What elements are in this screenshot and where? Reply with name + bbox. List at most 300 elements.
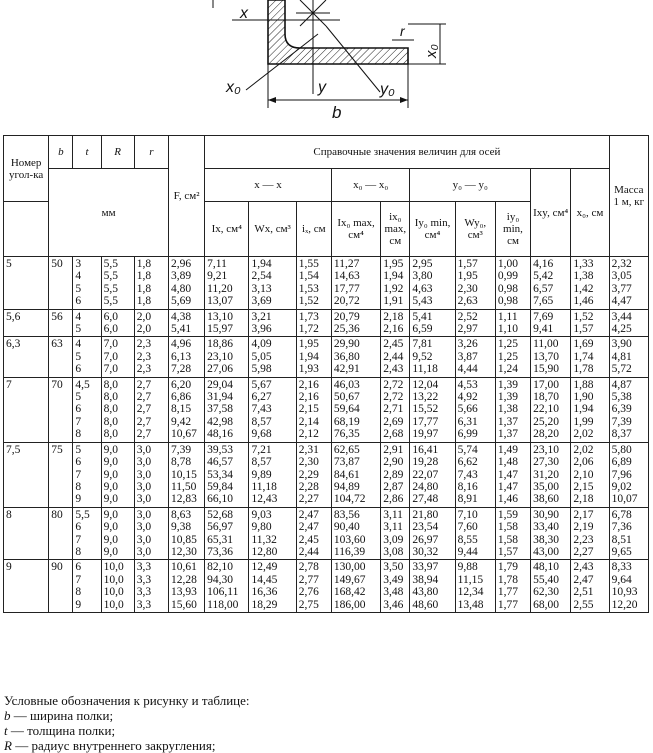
cell-value: 38,60	[533, 493, 559, 506]
cell-ix0	[381, 309, 410, 337]
cell-value: 7,69	[533, 310, 554, 323]
cell-value: 1,42	[573, 282, 594, 295]
cell-value: 5,98	[251, 363, 272, 376]
cell-value: 2,19	[573, 521, 594, 534]
cell-value: 7,11	[207, 258, 227, 270]
cell-value: 3,0	[136, 545, 152, 558]
cell-value: 1,57	[573, 323, 594, 336]
cell-value: 3,49	[383, 573, 404, 586]
cell-value: 53,34	[207, 468, 234, 481]
cell-value: 2,54	[251, 270, 272, 283]
cell-t	[73, 309, 101, 337]
cell-mass	[609, 442, 648, 507]
cell-wy0	[455, 377, 495, 442]
cell-value: 10,93	[611, 586, 638, 599]
cell-value: 83,56	[333, 508, 360, 521]
cell-value: 10,0	[103, 598, 124, 611]
cell-value: 1,57	[457, 258, 478, 270]
cell-value: 31,94	[207, 391, 234, 404]
cell-value: 17,00	[533, 378, 559, 391]
cell-value: 3,21	[251, 310, 272, 323]
cell-value: 7,28	[170, 363, 192, 376]
cell-value: 2,76	[298, 586, 319, 599]
cell-value: 3,96	[251, 323, 272, 336]
cell-value: 4,47	[611, 295, 632, 308]
cell-f	[168, 337, 204, 377]
cell-value: 1,54	[298, 270, 319, 283]
cell-value: 25,36	[333, 323, 360, 336]
cell-t	[73, 377, 101, 442]
cell-value: 9,03	[251, 508, 272, 521]
cell-value: 29,04	[207, 378, 234, 391]
cell-value: 43,00	[533, 545, 559, 558]
cell-value: 26,97	[412, 533, 439, 546]
cell-value: 8,55	[457, 533, 478, 546]
cell-value: 9,0	[103, 545, 118, 558]
cell-ixy	[531, 560, 571, 613]
cell-wx	[249, 337, 296, 377]
cell-value: 9,41	[533, 323, 554, 336]
cell-value: 6	[75, 456, 82, 469]
cell-value: 4,80	[170, 282, 192, 295]
cell-value: 9,44	[457, 545, 478, 558]
cell-value: 1,39	[497, 391, 519, 404]
cell-value: 4,09	[251, 338, 272, 351]
cell-wx	[249, 257, 296, 310]
cell-value: 0,98	[497, 282, 519, 295]
cell-iy0	[495, 377, 530, 442]
cell-ix0	[331, 309, 380, 337]
cell-ix	[296, 507, 331, 560]
cell-ix	[205, 507, 249, 560]
cell-value: 2,43	[573, 561, 594, 574]
cell-value: 3,26	[457, 338, 478, 351]
cell-value: 4	[75, 338, 82, 351]
cell-x0	[571, 309, 609, 337]
cell-b: 70	[49, 377, 73, 442]
note-R: R — радиус внутреннего закругления;	[4, 738, 216, 753]
cell-value: 7	[75, 468, 82, 481]
header-mm: мм	[49, 169, 169, 257]
cell-value: 43,80	[412, 586, 439, 599]
cell-value: 2,18	[573, 493, 594, 506]
notes-title: Условные обозначения к рисунку и таблице:	[4, 693, 250, 708]
cell-value: 19,28	[412, 456, 439, 469]
cell-value: 3,50	[383, 561, 404, 574]
cell-value: 12,83	[170, 493, 197, 506]
cell-value: 5,5	[75, 508, 90, 521]
cell-value: 118,00	[207, 598, 239, 611]
cell-value: 11,18	[412, 363, 438, 376]
cell-iy0	[410, 507, 455, 560]
cell-value: 1,25	[497, 350, 519, 363]
legend-notes	[4, 693, 649, 753]
cell-value: 1,52	[298, 295, 319, 308]
cell-value: 2,17	[573, 508, 594, 521]
cell-value: 1,52	[573, 310, 594, 323]
cell-value: 94,89	[333, 480, 360, 493]
cell-value: 2,72	[383, 391, 404, 404]
cell-value: 12,34	[457, 586, 484, 599]
cell-value: 36,80	[333, 350, 360, 363]
cell-iy0	[410, 442, 455, 507]
cell-value: 13,93	[170, 586, 197, 599]
cell-value: 2,68	[383, 428, 404, 441]
cell-value: 9	[75, 493, 82, 506]
cell-value: 9,89	[251, 468, 272, 481]
cell-value: 3,0	[136, 521, 152, 534]
cell-x0	[571, 507, 609, 560]
table-row	[4, 337, 649, 377]
cell-f	[168, 309, 204, 337]
table-row	[4, 507, 649, 560]
cell-value: 2,7	[136, 403, 152, 416]
cell-value: 2,02	[573, 428, 594, 441]
cell-value: 2,47	[298, 508, 319, 521]
cell-value: 2,77	[298, 573, 319, 586]
cell-value: 76,35	[333, 428, 360, 441]
header-ix0: ix₀ max, см	[381, 202, 410, 257]
cell-value: 2,30	[457, 282, 478, 295]
cell-value: 9,0	[103, 480, 118, 493]
cell-value: 1,38	[573, 270, 594, 283]
cell-ix	[205, 442, 249, 507]
cell-x0	[571, 257, 609, 310]
cell-ix	[296, 560, 331, 613]
cell-ix	[205, 309, 249, 337]
cell-value: 1,94	[251, 258, 272, 270]
cell-value: 1,37	[497, 428, 519, 441]
cell-value: 8,57	[251, 456, 272, 469]
cell-value: 6,13	[170, 350, 192, 363]
cell-value: 1,92	[383, 282, 404, 295]
cell-value: 3,0	[136, 480, 152, 493]
cell-value: 2,91	[383, 443, 404, 456]
header-Iy0: Iy₀ min, см⁴	[410, 202, 455, 257]
cell-value: 9,88	[457, 561, 478, 574]
cell-value: 10,0	[103, 586, 124, 599]
note-t: t — толщина полки;	[4, 723, 116, 738]
cell-value: 24,80	[412, 480, 439, 493]
cell-value: 7,43	[457, 468, 478, 481]
cell-ixy	[531, 377, 571, 442]
cell-r	[134, 377, 168, 442]
cell-value: 59,84	[207, 480, 234, 493]
header-ix: iₓ, см	[296, 202, 331, 257]
header-Ixy: Ixy, см⁴	[531, 169, 571, 257]
header-Ix0: Ix₀ max, см⁴	[331, 202, 380, 257]
cell-ix	[296, 337, 331, 377]
cell-value: 130,00	[333, 561, 366, 574]
cell-value: 5,5	[103, 258, 118, 270]
cell-value: 3,3	[136, 573, 152, 586]
table-row	[4, 442, 649, 507]
cell-value: 1,73	[298, 310, 319, 323]
cell-iy0	[495, 257, 530, 310]
header-iy0: iy₀ min, см	[495, 202, 530, 257]
cell-value: 12,20	[611, 598, 638, 611]
cell-value: 9,0	[103, 468, 118, 481]
cell-value: 0,99	[497, 270, 519, 283]
cell-value: 5	[75, 282, 82, 295]
cell-value: 5,5	[103, 270, 118, 283]
cell-value: 48,10	[533, 561, 559, 574]
cell-value: 2,16	[383, 323, 404, 336]
cell-value: 1,58	[497, 521, 519, 534]
cell-value: 3,0	[136, 508, 152, 521]
cell-value: 8,37	[611, 428, 632, 441]
cell-value: 2,28	[298, 480, 319, 493]
cell-ix	[296, 377, 331, 442]
cell-value: 4,25	[611, 323, 632, 336]
cell-wy0	[455, 337, 495, 377]
centroid-mark	[296, 0, 330, 26]
cell-r	[101, 442, 134, 507]
cell-value: 8,16	[457, 480, 478, 493]
cell-value: 1,8	[136, 258, 152, 270]
header-F: F, см²	[168, 136, 204, 257]
cell-value: 94,30	[207, 573, 234, 586]
cell-ix0	[381, 337, 410, 377]
cell-value: 2,78	[298, 561, 319, 574]
cell-value: 2,18	[383, 310, 404, 323]
cell-value: 6	[75, 295, 82, 308]
cell-value: 7,0	[103, 350, 118, 363]
cell-value: 84,61	[333, 468, 360, 481]
cell-value: 1,8	[136, 295, 152, 308]
cell-value: 4,16	[533, 258, 554, 270]
cell-wy0	[455, 257, 495, 310]
cell-value: 5,74	[457, 443, 478, 456]
cell-value: 104,72	[333, 493, 366, 506]
angle-properties-table	[3, 135, 649, 613]
cell-value: 4,96	[170, 338, 192, 351]
cell-value: 13,10	[207, 310, 234, 323]
cell-value: 27,48	[412, 493, 439, 506]
cell-value: 9,0	[103, 533, 118, 546]
label-y0: y₀	[380, 81, 395, 98]
cell-value: 5,69	[170, 295, 192, 308]
cell-value: 1,88	[573, 378, 594, 391]
cell-value: 8,0	[103, 428, 118, 441]
cell-iy0	[410, 337, 455, 377]
cell-b: 80	[49, 507, 73, 560]
cell-value: 2,75	[298, 598, 319, 611]
cell-value: 6,89	[611, 456, 632, 469]
cell-wy0	[455, 309, 495, 337]
cell-value: 2,55	[573, 598, 594, 611]
header-x0: x₀, см	[571, 169, 609, 257]
header-Ix: Ix, см⁴	[205, 202, 249, 257]
cell-value: 48,16	[207, 428, 234, 441]
cell-value: 56,97	[207, 521, 234, 534]
cell-value: 12,43	[251, 493, 278, 506]
cell-value: 11,00	[533, 338, 559, 351]
cell-r	[101, 337, 134, 377]
cell-value: 9,0	[103, 521, 118, 534]
cell-value: 1,47	[497, 468, 519, 481]
cell-value: 6	[75, 363, 82, 376]
cell-value: 11,50	[170, 480, 197, 493]
cell-value: 7,36	[611, 521, 632, 534]
cell-value: 73,36	[207, 545, 234, 558]
cell-value: 33,97	[412, 561, 439, 574]
cell-value: 1,90	[573, 391, 594, 404]
cell-wy0	[455, 442, 495, 507]
cell-value: 48,60	[412, 598, 439, 611]
cell-value: 33,40	[533, 521, 559, 534]
cell-value: 22,07	[412, 468, 439, 481]
cell-value: 25,20	[533, 415, 559, 428]
cell-value: 7,0	[103, 338, 118, 351]
cell-value: 8	[75, 480, 82, 493]
cell-value: 4,63	[412, 282, 433, 295]
cell-t	[73, 560, 101, 613]
cell-value: 8,57	[251, 415, 272, 428]
cell-b: 75	[49, 442, 73, 507]
cell-value: 2,14	[298, 415, 319, 428]
cell-value: 8,0	[103, 378, 118, 391]
cell-value: 2,23	[573, 533, 594, 546]
cell-value: 2,27	[298, 493, 319, 506]
cell-value: 7,39	[611, 415, 632, 428]
cell-value: 186,00	[333, 598, 366, 611]
cell-value: 2,30	[298, 456, 319, 469]
cell-value: 7,65	[533, 295, 554, 308]
cell-value: 1,69	[573, 338, 594, 351]
cell-value: 37,58	[207, 403, 234, 416]
cell-value: 6,27	[251, 391, 272, 404]
cell-value: 2,31	[298, 443, 319, 456]
cell-value: 16,41	[412, 443, 439, 456]
cell-value: 2,43	[383, 363, 404, 376]
cell-value: 1,11	[497, 310, 518, 323]
cell-ix	[296, 309, 331, 337]
cell-ixy	[531, 257, 571, 310]
cell-number: 9	[4, 560, 49, 613]
cell-value: 1,72	[298, 323, 319, 336]
cell-value: 5,38	[611, 391, 632, 404]
cell-iy0	[410, 377, 455, 442]
cell-ix0	[331, 257, 380, 310]
cell-value: 2,06	[573, 456, 594, 469]
cell-value: 5,41	[412, 310, 433, 323]
cell-value: 10,15	[170, 468, 197, 481]
cell-value: 29,90	[333, 338, 360, 351]
header-axis-xx: x — x	[205, 169, 332, 202]
cell-t	[73, 442, 101, 507]
cell-value: 23,10	[533, 443, 559, 456]
cell-value: 20,79	[333, 310, 360, 323]
cell-value: 3,0	[136, 443, 152, 456]
cell-value: 2,44	[298, 545, 319, 558]
cell-mass	[609, 337, 648, 377]
cell-value: 9,65	[611, 545, 632, 558]
cell-value: 3,69	[251, 295, 272, 308]
cell-value: 8,0	[103, 403, 118, 416]
label-x0-right: x₀	[423, 44, 440, 58]
cell-value: 2,71	[383, 403, 404, 416]
cell-value: 2,7	[136, 415, 152, 428]
table-row	[4, 309, 649, 337]
cell-value: 5	[75, 443, 82, 456]
cell-value: 15,97	[207, 323, 234, 336]
cell-value: 9	[75, 598, 82, 611]
cell-value: 149,67	[333, 573, 366, 586]
cell-value: 6,39	[611, 403, 632, 416]
cell-ix0	[331, 377, 380, 442]
cell-value: 2,7	[136, 391, 152, 404]
cell-value: 2,69	[383, 415, 404, 428]
table-body	[4, 257, 649, 613]
cell-value: 1,48	[497, 456, 519, 469]
cell-value: 5,43	[412, 295, 433, 308]
cell-value: 1,00	[497, 258, 519, 270]
cell-value: 52,68	[207, 508, 234, 521]
header-ref-values: Справочные значения величин для осей	[205, 136, 609, 169]
cell-value: 18,86	[207, 338, 234, 351]
cell-value: 2,3	[136, 350, 152, 363]
cell-value: 5,66	[457, 403, 478, 416]
cell-value: 5,5	[103, 282, 118, 295]
cell-value: 12,80	[251, 545, 278, 558]
cell-value: 11,18	[251, 480, 277, 493]
cell-value: 2,3	[136, 338, 152, 351]
cell-x0	[571, 442, 609, 507]
cell-value: 28,20	[533, 428, 559, 441]
cell-iy0	[495, 442, 530, 507]
cell-value: 1,37	[497, 415, 519, 428]
cell-value: 13,22	[412, 391, 439, 404]
cell-value: 7,60	[457, 521, 478, 534]
cell-value: 66,10	[207, 493, 234, 506]
cell-value: 1,77	[497, 586, 519, 599]
cell-number: 5	[4, 257, 49, 310]
cell-value: 21,80	[412, 508, 439, 521]
cell-value: 7,0	[103, 363, 118, 376]
cell-value: 6,0	[103, 323, 118, 336]
cell-value: 8	[75, 428, 82, 441]
cell-value: 2,02	[573, 443, 594, 456]
cell-value: 27,30	[533, 456, 559, 469]
cell-f	[168, 257, 204, 310]
cell-ixy	[531, 507, 571, 560]
cell-value: 7,96	[611, 468, 632, 481]
cell-value: 1,95	[298, 338, 319, 351]
header-Wx: Wx, см³	[249, 202, 296, 257]
cell-value: 3,0	[136, 493, 152, 506]
cell-number: 7	[4, 377, 49, 442]
cell-value: 15,60	[170, 598, 197, 611]
cell-ix0	[331, 337, 380, 377]
cell-r	[134, 442, 168, 507]
cell-value: 8,0	[103, 391, 118, 404]
cell-value: 8,0	[103, 415, 118, 428]
cell-value: 1,33	[573, 258, 594, 270]
cell-value: 3,13	[251, 282, 272, 295]
cell-value: 2,96	[170, 258, 192, 270]
cell-value: 10,85	[170, 533, 197, 546]
cell-value: 2,72	[383, 378, 404, 391]
cell-value: 1,58	[497, 533, 519, 546]
cell-t	[73, 337, 101, 377]
cell-value: 2,87	[383, 480, 404, 493]
cell-value: 65,31	[207, 533, 234, 546]
cell-value: 2,95	[412, 258, 433, 270]
cell-value: 11,15	[457, 573, 484, 586]
cell-f	[168, 560, 204, 613]
cell-value: 82,10	[207, 561, 234, 574]
